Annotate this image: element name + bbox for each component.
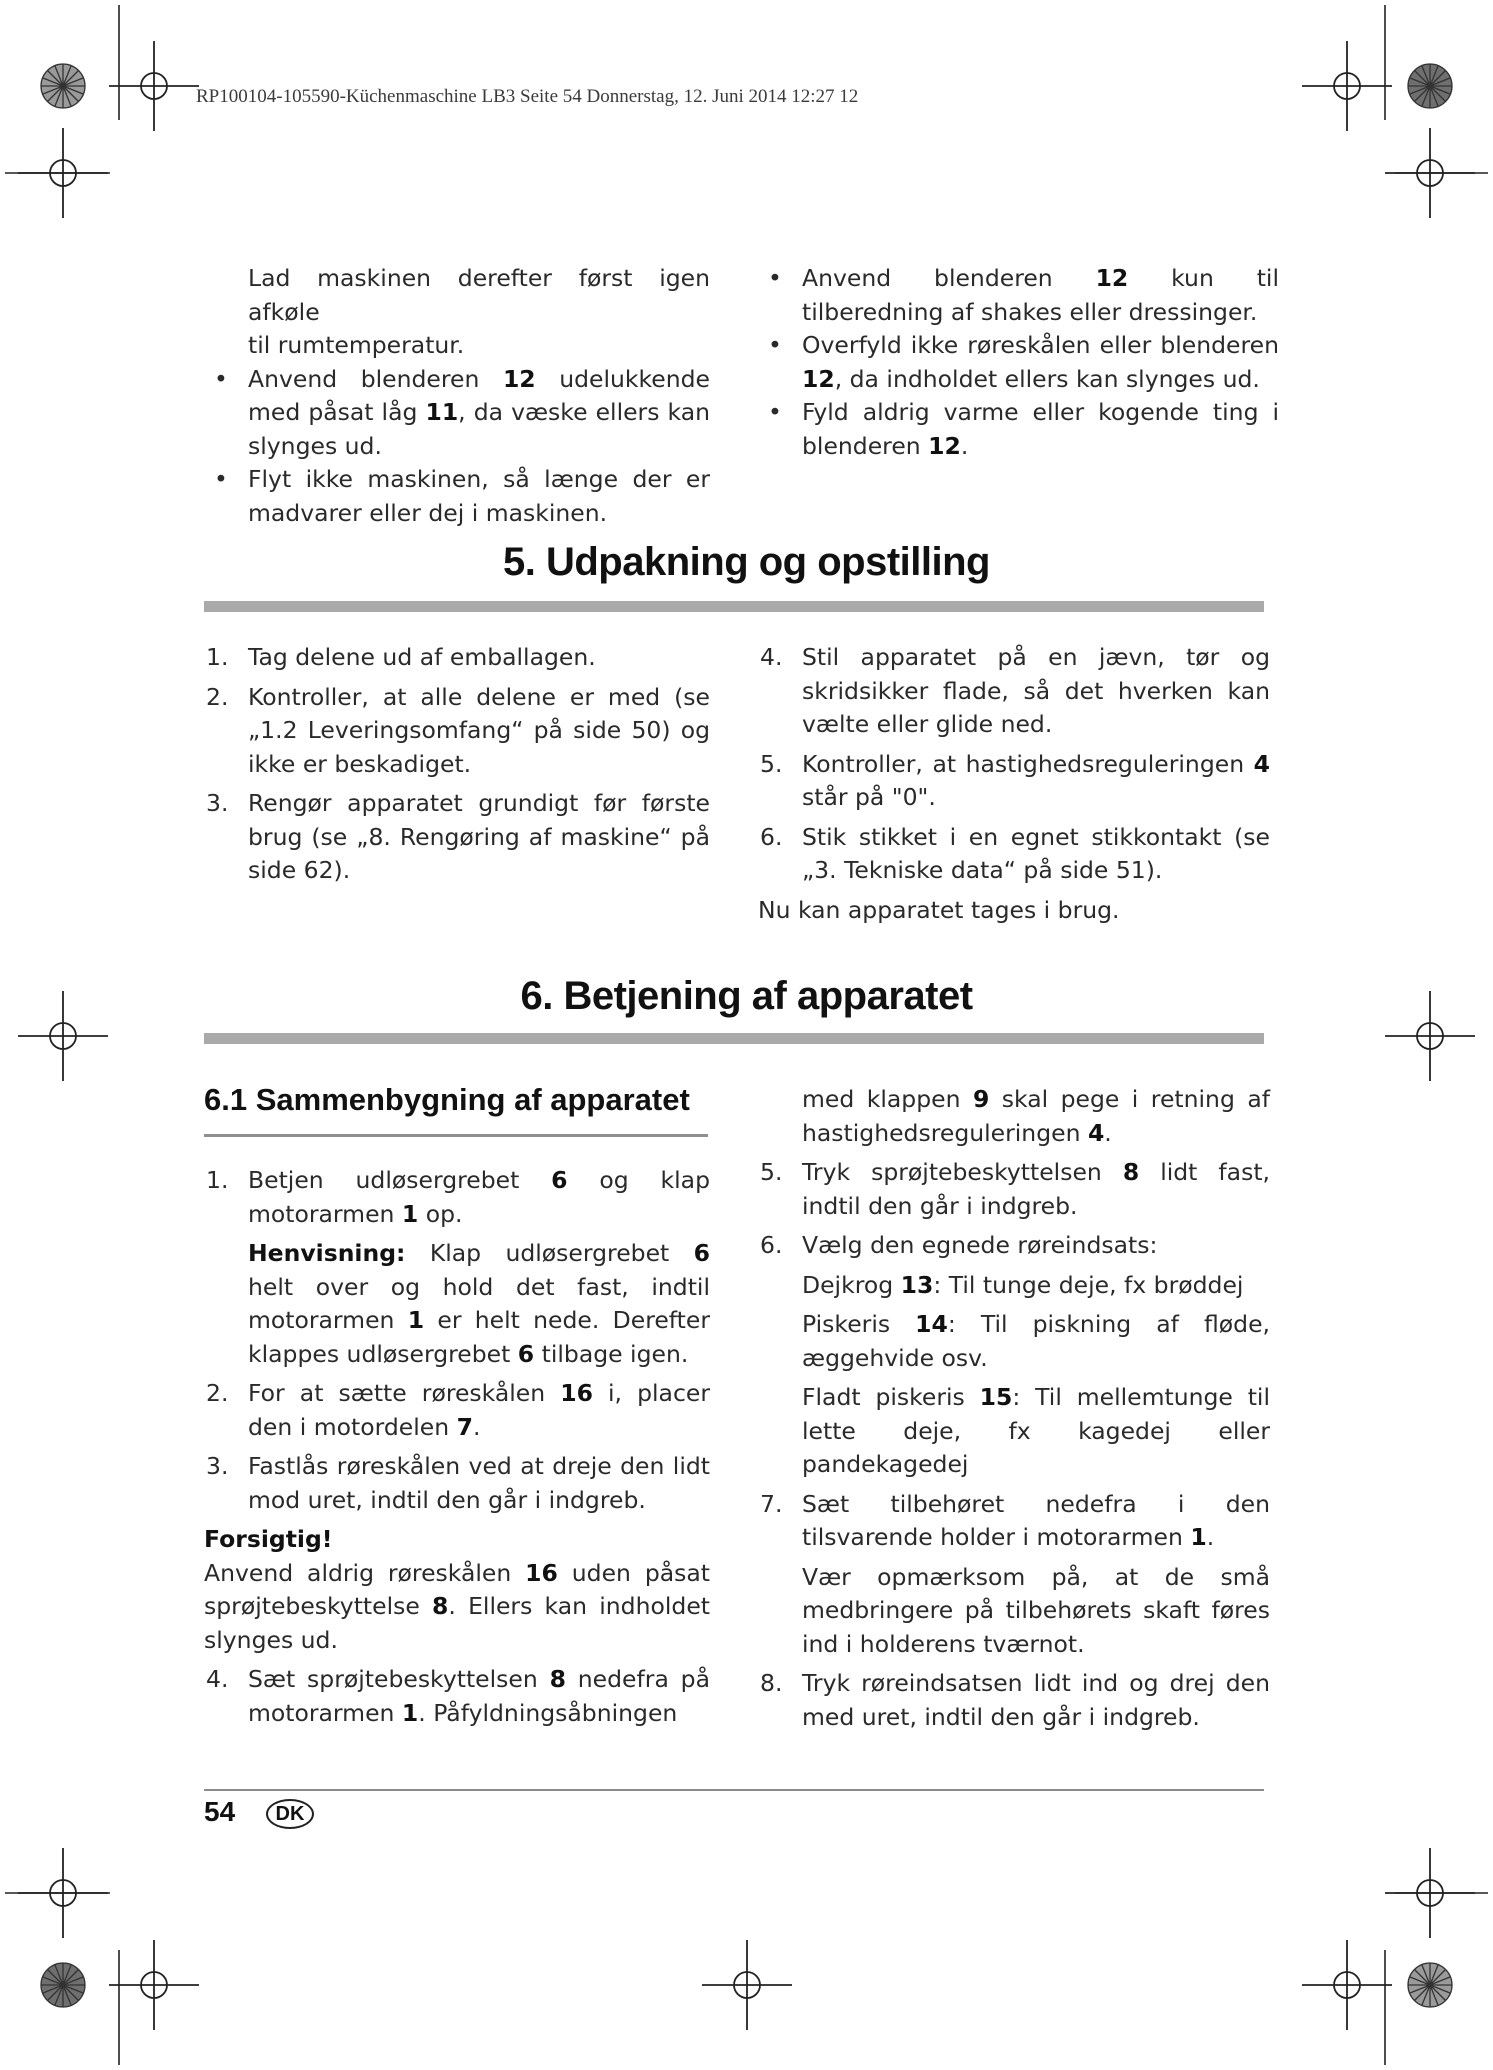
- subsection-rule: [204, 1134, 708, 1137]
- bullet: •: [768, 331, 782, 359]
- bullet: •: [214, 364, 228, 393]
- list-item: 8. Tryk røreindsatsen lidt ind og drej den med uret, indtil den går i indgreb.: [760, 1669, 1270, 1731]
- caution-paragraph: Anvend aldrig røreskålen 16 uden påsat sprøjtebeskyttelse 8. Ellers kan indholdet slynges ud.: [204, 1558, 711, 1654]
- list-item: 5. Kontroller, at hastighedsreguleringen 4 står på "0".: [760, 749, 1270, 811]
- top-right-column: [758, 262, 1279, 463]
- section-6-title: 6. Betjening af apparatet: [520, 974, 973, 1018]
- note-paragraph: Henvisning: Klap udløsergrebet 6 helt over og hold det fast, indtil motorarmen 1 er helt nede. Derefter klappes udløsergrebet 6 tilbage igen.: [248, 1239, 710, 1368]
- section-5-left-column: [204, 641, 710, 888]
- language-badge: DK: [266, 1799, 314, 1829]
- bullet: •: [214, 465, 228, 493]
- list-item: • Anvend blenderen 12 kun til tilberedning af shakes eller dressinger.: [768, 264, 1279, 326]
- footer-rule: [204, 1789, 1264, 1791]
- list-item: 2. For at sætte røreskålen 16 i, placer den i motordelen 7.: [206, 1379, 710, 1441]
- section-6-right-column: [758, 1083, 1270, 1734]
- sub-item: Vær opmærksom på, at de små medbringere på tilbehørets skaft føres ind i holderens tværnot.: [802, 1562, 1270, 1658]
- section-rule: [204, 601, 1264, 612]
- section-5-right-column: [758, 641, 1270, 927]
- list-item: • Anvend blenderen 12 udelukkende med påsat låg 11, da væske ellers kan slynges ud.: [214, 364, 711, 460]
- caution-label: Forsigtig!: [204, 1525, 333, 1553]
- bullet: •: [768, 398, 782, 426]
- list-item: 1. Betjen udløsergrebet 6 og klap motorarmen 1 op.: [206, 1166, 710, 1228]
- list-item: 1. Tag delene ud af emballagen.: [206, 643, 596, 671]
- list-item: 3. Fastlås røreskålen ved at dreje den lidt mod uret, indtil den går i indgreb.: [206, 1452, 710, 1514]
- list-item: 4. Stil apparatet på en jævn, tør og skridsikker flade, så det hverken kan vælte eller glide ned.: [760, 643, 1270, 738]
- list-item: • Overfyld ikke røreskålen eller blenderen 12, da indholdet ellers kan slynges ud.: [768, 331, 1279, 393]
- list-item: 7. Sæt tilbehøret nedefra i den tilsvarende holder i motorarmen 1.: [760, 1489, 1270, 1551]
- sub-item: Piskeris 14: Til piskning af fløde, æggehvide osv.: [802, 1310, 1271, 1372]
- section-6-left-column: [204, 1164, 710, 1730]
- closing-paragraph: Nu kan apparatet tages i brug.: [758, 895, 1120, 924]
- section-rule: [204, 1033, 1264, 1044]
- list-item: 6. Vælg den egnede røreindsats:: [760, 1231, 1158, 1259]
- list-item: 6. Stik stikket i en egnet stikkontakt (se „3. Tekniske data“ på side 51).: [760, 822, 1270, 884]
- list-item: 5. Tryk sprøjtebeskyttelsen 8 lidt fast, indtil den går i indgreb.: [760, 1158, 1271, 1220]
- top-left-column: [204, 262, 710, 530]
- continuation-paragraph: Lad maskinen derefter først igen afkøle til rumtemperatur.: [248, 264, 710, 359]
- print-header: RP100104-105590-Küchenmaschine LB3 Seite 54 Donnerstag, 12. Juni 2014 12:27 12: [196, 86, 859, 107]
- sub-item: Dejkrog 13: Til tunge deje, fx brøddej: [802, 1270, 1244, 1299]
- subsection-title: 6.1 Sammenbygning af apparatet: [204, 1082, 690, 1117]
- sub-item: Fladt piskeris 15: Til mellemtunge til lette deje, fx kagedej eller pandekagedej: [802, 1383, 1270, 1478]
- list-item: • Fyld aldrig varme eller kogende ting i blenderen 12.: [768, 398, 1279, 460]
- list-item: 2. Kontroller, at alle delene er med (se „1.2 Leveringsomfang“ på side 50) og ikke er beskadiget.: [206, 682, 710, 778]
- bullet: •: [768, 264, 782, 292]
- list-item: 3. Rengør apparatet grundigt før første brug (se „8. Rengøring af maskine“ på side 62).: [206, 789, 710, 884]
- continuation-paragraph: med klappen 9 skal pege i retning af hastighedsreguleringen 4.: [802, 1085, 1270, 1147]
- section-5-title: 5. Udpakning og opstilling: [503, 540, 990, 584]
- list-item: 4. Sæt sprøjtebeskyttelsen 8 nedefra på motorarmen 1. Påfyldningsåbningen: [206, 1665, 710, 1727]
- note-label: Henvisning:: [248, 1239, 406, 1267]
- list-item: • Flyt ikke maskinen, så længe der er madvarer eller dej i maskinen.: [214, 465, 710, 527]
- page-number: 54: [204, 1796, 236, 1827]
